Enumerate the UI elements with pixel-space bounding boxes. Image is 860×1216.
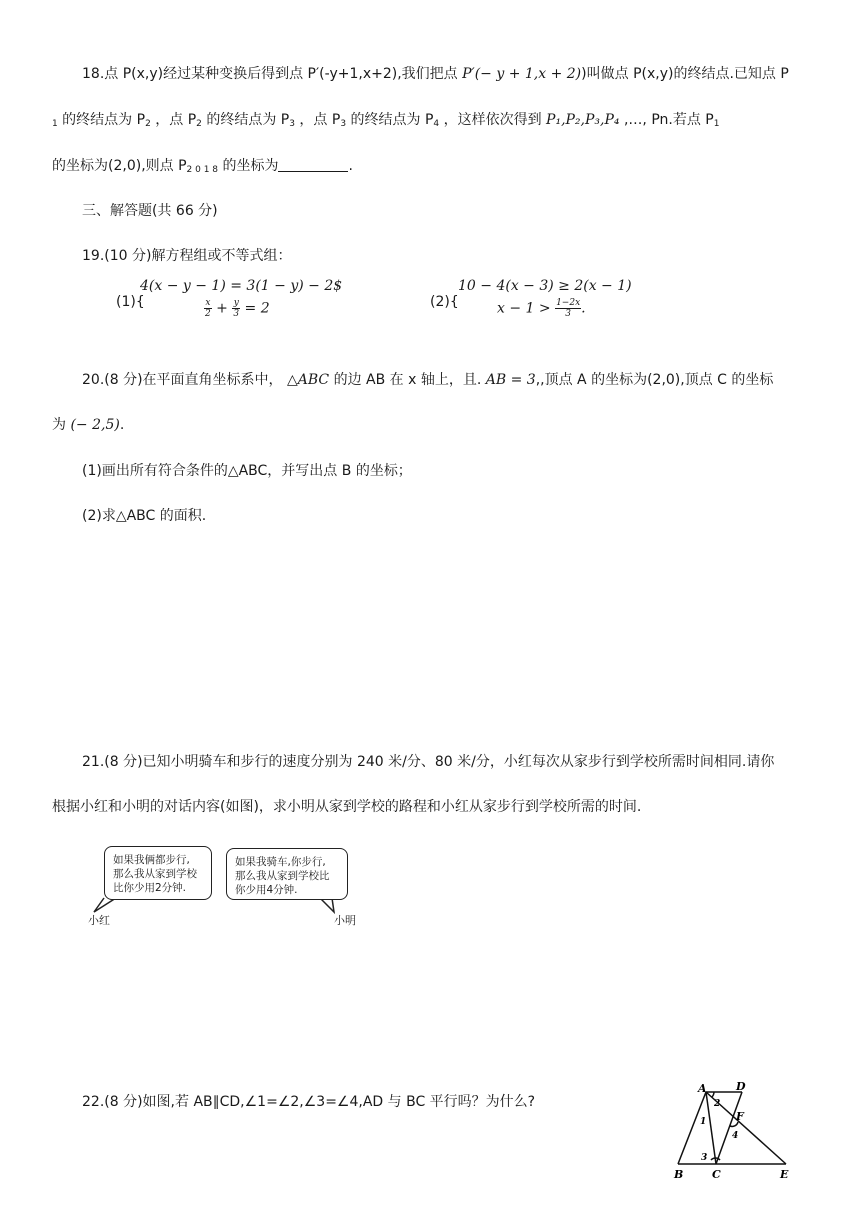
q20-sub2: (2)求△ABC 的面积.: [82, 508, 207, 524]
geometry-figure: [668, 1082, 808, 1182]
q20-text: 的边 AB 在 x 轴上，且.: [329, 372, 486, 388]
q19-p1-label: (1){: [116, 294, 145, 310]
q18-sub: 1: [52, 119, 58, 129]
fraction: [555, 298, 581, 319]
q18-sub: 4: [433, 119, 440, 129]
frac-den: 3: [233, 309, 240, 319]
q20-math: (− 2,5): [70, 417, 120, 433]
frac-den: 3: [565, 309, 571, 319]
q18-line3: [52, 156, 353, 180]
op: = 2: [240, 300, 270, 317]
q18-math: P′(− y + 1,x + 2): [462, 66, 582, 82]
angle-label-1: 1: [700, 1117, 707, 1127]
bubble-left: [104, 846, 212, 900]
q20-text: .: [119, 417, 125, 433]
q18-line2: [52, 110, 719, 134]
q18-text: 的终结点为 P: [57, 112, 146, 128]
op: x − 1 >: [497, 300, 556, 317]
q19-p2-eq1: 10 − 4(x − 3) ≥ 2(x − 1): [458, 278, 632, 294]
label-e: E: [780, 1168, 789, 1181]
q20-text: 20.(8 分)在平面直角坐标系中，: [82, 372, 287, 388]
q18-text: 18.点 P(x,y)经过某种变换后得到点 P′(-y+1,x+2),我们把点: [82, 66, 463, 82]
q20-math: △ABC: [287, 372, 330, 388]
q19-p2-eq2: [497, 298, 586, 319]
q20-text: ,,顶点 A 的坐标为(2,0),顶点 C 的坐标: [535, 372, 774, 388]
frac-num: y: [233, 298, 239, 308]
fraction: [204, 298, 212, 319]
q18-text: 的坐标为: [218, 158, 279, 174]
q19-p1-eq2: [204, 298, 270, 319]
q18-text: ，点 P: [150, 112, 197, 128]
q18-text: ，这样依次得到: [439, 112, 547, 128]
name-right: 小明: [334, 914, 356, 927]
fraction: [232, 298, 240, 319]
op: +: [211, 300, 233, 317]
angle-label-2: 2: [714, 1099, 721, 1109]
q21-line2: 根据小红和小明的对话内容(如图)，求小明从家到学校的路程和小红从家步行到学校所需的时间.: [52, 799, 642, 815]
q18-sub: 2: [145, 119, 151, 129]
bubble-right-line: 你少用4分钟.: [235, 884, 298, 896]
q20-line1: [82, 370, 773, 390]
section-title: 三、解答题(共 66 分): [82, 203, 218, 219]
q19-p1-eq1: 4(x − y − 1) = 3(1 − y) − 2$: [140, 278, 343, 294]
label-d: D: [736, 1082, 746, 1093]
q18-text: 的坐标为(2,0),则点 P: [52, 158, 187, 174]
bubble-right-line: 那么我从家到学校比: [235, 870, 330, 882]
q18-sub: 2: [196, 119, 202, 129]
q18-sub: 3: [289, 119, 295, 129]
bubble-left-line: 如果我俩都步行,: [113, 854, 190, 866]
q18-sub: 2 0 1 8: [186, 165, 219, 175]
q20-text: 为: [52, 417, 71, 433]
label-c: C: [712, 1168, 721, 1181]
bubble-tail-right: [320, 898, 334, 912]
frac-num: 1−2x: [556, 298, 581, 308]
angle-label-4: 4: [732, 1131, 739, 1141]
q19-title: 19.(10 分)解方程组或不等式组：: [82, 248, 292, 264]
frac-den: 2: [205, 309, 211, 319]
angle-label-3: 3: [701, 1153, 708, 1163]
q18-sub: 1: [713, 119, 720, 129]
label-f: F: [736, 1110, 744, 1123]
q21-line1: 21.(8 分)已知小明骑车和步行的速度分别为 240 米/分、80 米/分，小红每次从家步行到学校所需时间相同.请你: [82, 754, 775, 770]
label-b: B: [674, 1168, 684, 1181]
q18-sub: 3: [340, 119, 347, 129]
q18-text: ,…, Pn.若点 P: [619, 112, 714, 128]
q18-text: .: [348, 158, 353, 174]
label-a: A: [698, 1082, 707, 1095]
q18-text: 的终结点为 P: [201, 112, 290, 128]
bubble-right: [226, 848, 348, 900]
q18-text: )叫做点 P(x,y)的终结点.已知点 P: [581, 66, 789, 82]
q20-sub1: (1)画出所有符合条件的△ABC，并写出点 B 的坐标；: [82, 463, 412, 479]
q18-text: ，点 P: [294, 112, 341, 128]
bubble-tail-left: [94, 898, 116, 912]
q18-line1: [82, 64, 789, 84]
op: .: [581, 300, 586, 317]
frac-num: x: [205, 298, 211, 308]
q20-math: AB = 3: [485, 372, 536, 388]
name-left: 小红: [88, 914, 110, 927]
answer-blank[interactable]: [278, 157, 348, 172]
q18-text: 的终结点为 P: [346, 112, 434, 128]
q20-line2: [52, 415, 124, 435]
q18-math: P₁,P₂,P₃,P₄: [546, 112, 620, 128]
bubble-left-line: 比你少用2分钟.: [113, 882, 187, 894]
bubble-left-line: 那么我从家到学校: [113, 868, 197, 880]
bubble-right-line: 如果我骑车,你步行,: [235, 856, 326, 868]
q19-p2-label: (2){: [430, 294, 459, 310]
q22-text: 22.(8 分)如图,若 AB∥CD,∠1=∠2,∠3=∠4,AD 与 BC 平行吗？为什么?: [82, 1094, 536, 1110]
